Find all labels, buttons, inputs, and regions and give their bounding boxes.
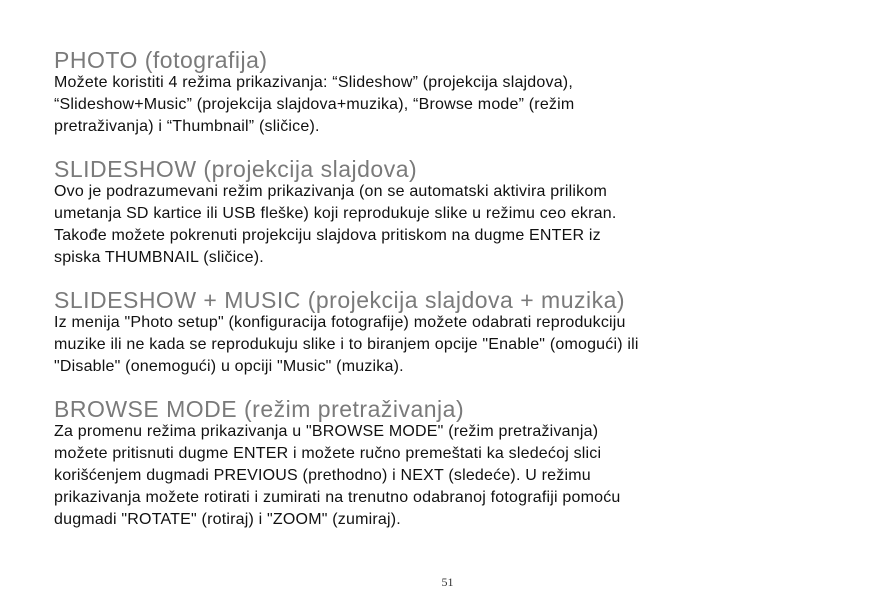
document-page: [54, 48, 879, 550]
page-number: 51: [441, 575, 454, 589]
section-body: Ovo je podrazumevani režim prikazivanja (on se automatski aktivira prilikom umetanja SD kartice ili USB fleške) koji reprodukuje slike u režimu ceo ekran. Takođe možete pokrenuti projekciju slajdova pritiskom na dugme ENTER iz spiska THUMBNAIL (sličice).: [54, 183, 617, 266]
section-title: BROWSE MODE (režim pretraživanja): [54, 396, 465, 422]
section-title: PHOTO (fotografija): [54, 47, 268, 73]
section-body: Za promenu režima prikazivanja u "BROWSE MODE" (režim pretraživanja) možete pritisnuti dugme ENTER i možete ručno premeštati ka sledećoj slici korišćenjem dugmadi PREVIOUS (prethodno) i NEXT (sledeće). U režimu prikazivanja možete rotirati i zumirati na trenutno odabranoj fotografiji pomoću dugmadi "ROTATE" (rotiraj) i "ZOOM" (zumiraj).: [54, 423, 621, 528]
section-title: SLIDESHOW (projekcija slajdova): [54, 156, 418, 182]
section-browse-mode: [54, 397, 879, 531]
section-photo: [54, 48, 879, 138]
section-body: Možete koristiti 4 režima prikazivanja: “Slideshow” (projekcija slajdova), “Slideshow+Music” (projekcija slajdova+muzika), “Browse mode” (režim pretraživanja) i “Thumbnail” (sličice).: [54, 74, 575, 135]
section-title: SLIDESHOW + MUSIC (projekcija slajdova + muzika): [54, 287, 626, 313]
section-slideshow-music: [54, 288, 879, 378]
section-slideshow: [54, 157, 879, 269]
section-body: Iz menija "Photo setup" (konfiguracija fotografije) možete odabrati reprodukciju muzike ili ne kada se reprodukuju slike i to biranjem opcije "Enable" (omogući) ili "Disable" (onemogući) u opciji "Music" (muzika).: [54, 314, 639, 375]
